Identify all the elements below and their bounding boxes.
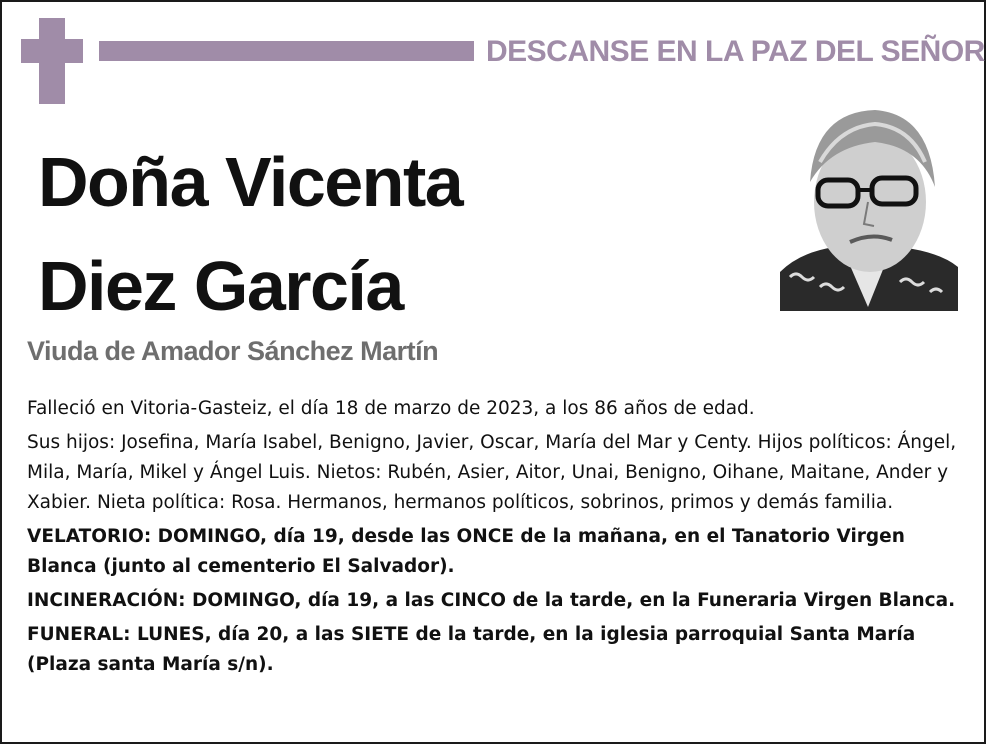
header-tagline: DESCANSE EN LA PAZ DEL SEÑOR — [486, 35, 985, 68]
cross-horizontal-bar — [21, 39, 83, 63]
velatorio-paragraph: VELATORIO: DOMINGO, día 19, desde las ONCE de la mañana, en el Tanatorio Virgen Blanca (junto al cementerio El Salvador). — [27, 526, 905, 577]
portrait-photo — [780, 102, 958, 311]
funeral-paragraph: FUNERAL: LUNES, día 20, a las SIETE de la tarde, en la iglesia parroquial Santa María (Plaza santa María s/n). — [27, 624, 916, 675]
family-paragraph: Sus hijos: Josefina, María Isabel, Benigno, Javier, Oscar, María del Mar y Centy. Hijos políticos: Ángel, Mila, María, Mikel y Ángel Luis. Nietos: Rubén, Asier, Aitor, Unai, Benigno, Oihane, Maitane, Ander y Xabier. Nieta política: Rosa. Hermanos, hermanos políticos, sobrinos, primos y demás familia. — [27, 432, 957, 513]
deceased-name — [38, 130, 738, 338]
death-paragraph: Falleció en Vitoria-Gasteiz, el día 18 de marzo de 2023, a los 86 años de edad. — [27, 398, 755, 419]
deceased-name-line1: Doña Vicenta — [38, 143, 463, 221]
header-rule — [99, 41, 474, 61]
incineracion-paragraph: INCINERACIÓN: DOMINGO, día 19, a las CINCO de la tarde, en la Funeraria Virgen Blanca. — [27, 590, 956, 611]
widow-of-line: Viuda de Amador Sánchez Martín — [27, 336, 439, 366]
obituary-body — [27, 394, 962, 684]
deceased-name-line2: Diez García — [38, 247, 403, 325]
